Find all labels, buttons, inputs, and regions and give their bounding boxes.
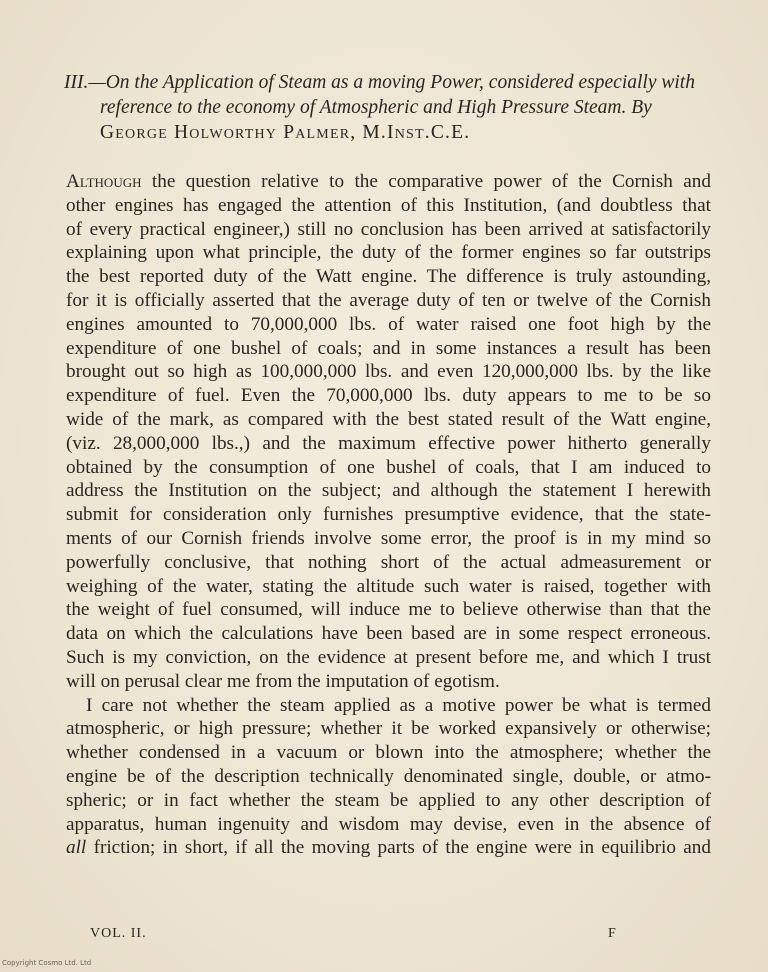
text-line: obtained by the consumption of one bushel of coals, that I am induced to [66,456,711,478]
text-line: explaining upon what principle, the duty of the former engines so far outstrips [66,242,711,264]
title-line-2: reference to the economy of Atmospheric and High Pressure Steam. By [100,97,652,118]
text-line: engine be of the description technically denominated single, double, or atmo- [66,765,711,787]
article-title [64,70,714,145]
text-line: the best reported duty of the Watt engine. The difference is truly astounding, [66,266,711,288]
text-line: weighing of the water, stating the altitude such water is raised, together with [66,575,711,597]
text-line: brought out so high as 100,000,000 lbs. and even 120,000,000 lbs. by the like [66,361,711,383]
opening-word: Although [66,171,142,192]
text-line: (viz. 28,000,000 lbs.,) and the maximum effective power hitherto generally [66,432,711,454]
volume-label: VOL. II. [90,926,147,941]
text-line: ments of our Cornish friends involve some error, the proof is in my mind so [66,527,711,549]
text-line: data on which the calculations have been based are in some respect erroneous. [66,623,711,645]
text-line: of every practical engineer,) still no conclusion has been arrived at satisfactorily [66,218,711,240]
text-line: engines amounted to 70,000,000 lbs. of water raised one foot high by the [66,313,711,335]
text-line: submit for consideration only furnishes presumptive evidence, that the state- [66,504,711,526]
text-line: wide of the mark, as compared with the best stated result of the Watt engine, [66,408,711,430]
text-line: powerfully conclusive, that nothing short of the actual admeasurement or [66,551,711,573]
text-line: all friction; in short, if all the moving parts of the engine were in equilibrio and [66,837,711,859]
text-line: Although the question relative to the comparative power of the Cornish and [66,171,711,192]
signature-mark: F [608,926,617,941]
text-line: whether condensed in a vacuum or blown into the atmosphere; whether the [66,742,711,764]
text-line: for it is officially asserted that the average duty of ten or twelve of the Cornish [66,289,711,311]
text-line: Such is my conviction, on the evidence at present before me, and which I trust [66,646,711,668]
text-line: address the Institution on the subject; and although the statement I herewith [66,480,711,502]
author-line: George Holworthy Palmer, M.Inst.C.E. [100,122,471,143]
title-line-1: III.—On the Application of Steam as a moving Power, considered especially with [64,72,695,93]
text-line: spheric; or in fact whether the steam be applied to any other description of [66,789,711,811]
article-body [66,170,711,860]
copyright-notice: Copyright Cosmo Ltd. Ltd [2,959,92,967]
text-line: atmospheric, or high pressure; whether it be worked expansively or otherwise; [66,718,711,740]
text-line: expenditure of fuel. Even the 70,000,000 lbs. duty appears to me to be so [66,385,711,407]
text-line: apparatus, human ingenuity and wisdom may devise, even in the absence of [66,813,711,835]
text-line: expenditure of one bushel of coals; and in some instances a result has been [66,337,711,359]
text-line: other engines has engaged the attention of this Institution, (and doubtless that [66,194,711,216]
text-line: the weight of fuel consumed, will induce me to believe otherwise than that the [66,599,711,621]
text-line: will on perusal clear me from the imputation of egotism. [66,670,500,692]
text-line: I care not whether the steam applied as a motive power be what is termed [86,694,711,716]
